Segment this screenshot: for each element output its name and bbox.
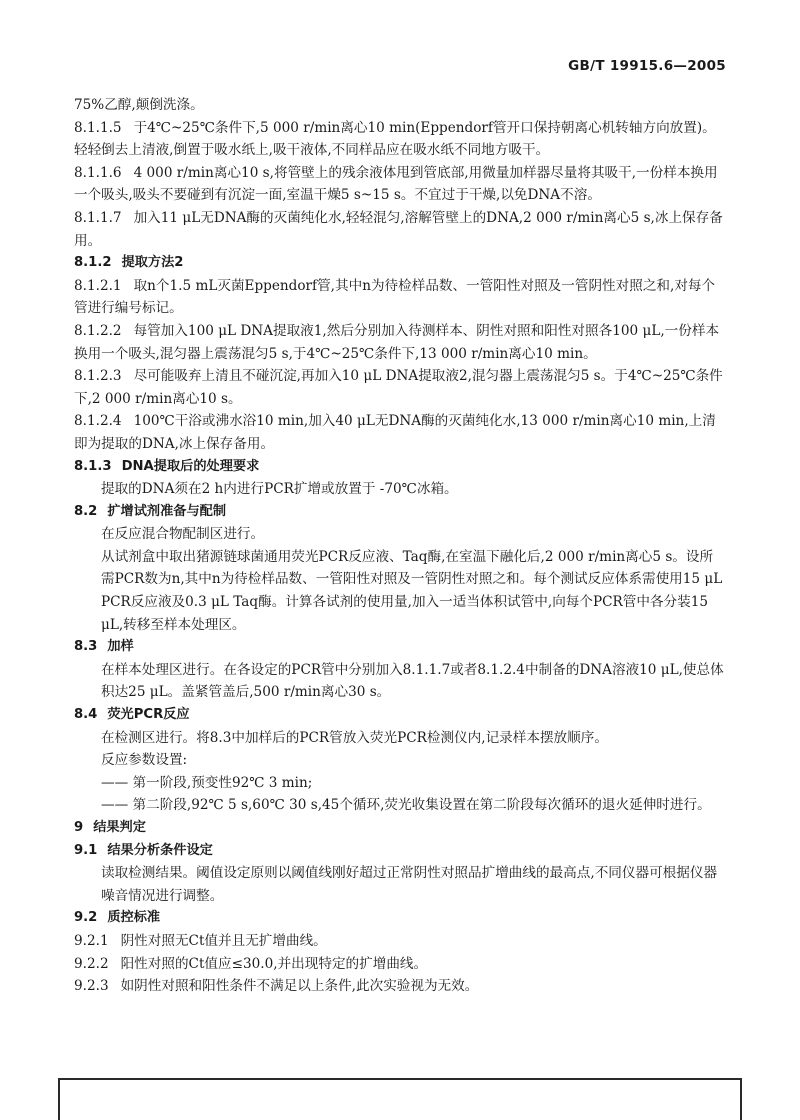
heading-9-1 xyxy=(74,840,726,863)
paragraph-continuation: 75%乙醇,颠倒洗涤。 xyxy=(74,97,204,113)
bottom-frame-border xyxy=(58,1078,742,1120)
clause-text: 尽可能吸弃上清且不碰沉淀,再加入10 μL DNA提取液2,混匀器上震荡混匀5 s。于4℃~25℃条件下,2 000 r/min离心10 s。 xyxy=(74,368,723,407)
document-body xyxy=(74,94,726,998)
heading-number: 8.2 xyxy=(74,503,98,519)
clause-9-2-2 xyxy=(74,953,726,976)
heading-number: 8.3 xyxy=(74,639,98,655)
heading-text: 结果判定 xyxy=(93,820,146,835)
clause-8-1-1-7 xyxy=(74,207,726,252)
heading-8-1-2 xyxy=(74,252,726,275)
clause-number: 8.1.2.3 xyxy=(74,368,122,385)
clause-text: 加入11 μL无DNA酶的灭菌纯化水,轻轻混匀,溶解管壁上的DNA,2 000 r/min离心5 s,冰上保存备用。 xyxy=(74,209,723,249)
paragraph: 读取检测结果。阈值设定原则以阈值线刚好超过正常阴性对照品扩增曲线的最高点,不同仪器可根据仪器噪音情况进行调整。 xyxy=(101,865,718,904)
clause-number: 8.1.1.6 xyxy=(74,164,122,181)
heading-8-4 xyxy=(74,704,726,727)
heading-text: 结果分析条件设定 xyxy=(107,842,213,858)
clause-text: 阴性对照无Ct值并且无扩增曲线。 xyxy=(120,932,327,949)
heading-number: 9 xyxy=(74,820,84,835)
clause-number: 9.2.3 xyxy=(74,978,109,995)
clause-8-1-2-3 xyxy=(74,365,726,410)
clause-number: 9.2.1 xyxy=(74,932,109,949)
clause-text: 如阴性对照和阳性条件不满足以上条件,此次实验视为无效。 xyxy=(120,978,479,995)
clause-text: 阳性对照的Ct值应≤30.0,并出现特定的扩增曲线。 xyxy=(120,955,428,972)
paragraph: 在样本处理区进行。在各设定的PCR管中分别加入8.1.1.7或者8.1.2.4中制备的DNA溶液10 μL,使总体积达25 μL。盖紧管盖后,500 r/min离心30 s。 xyxy=(101,661,724,701)
clause-8-1-2-2 xyxy=(74,320,726,365)
paragraph: 在反应混合物配制区进行。 xyxy=(101,526,265,543)
clause-text: 4 000 r/min离心10 s,将管壁上的残余液体甩到管底部,用微量加样器尽量将其吸干,一份样本换用一个吸头,吸头不要碰到有沉淀一面,室温干燥5 s~15 s。不宜过于干燥,以免DNA不溶。 xyxy=(74,164,718,204)
clause-8-1-1-6 xyxy=(74,162,726,207)
clause-number: 8.1.1.5 xyxy=(74,119,122,136)
heading-number: 9.2 xyxy=(74,910,98,926)
clause-text: 100℃干浴或沸水浴10 min,加入40 μL无DNA酶的灭菌纯化水,13 000 r/min离心10 min,上清即为提取的DNA,冰上保存备用。 xyxy=(74,413,716,452)
clause-text: 取n个1.5 mL灭菌Eppendorf管,其中n为待检样品数、一管阳性对照及一管阴性对照之和,对每个管进行编号标记。 xyxy=(74,277,716,317)
heading-text: 扩增试剂准备与配制 xyxy=(107,503,227,519)
paragraph: 反应参数设置: xyxy=(101,752,188,769)
heading-text: 荧光PCR反应 xyxy=(107,707,190,723)
heading-9-2 xyxy=(74,907,726,930)
heading-8-2 xyxy=(74,501,726,524)
clause-8-1-1-5 xyxy=(74,117,726,162)
clause-number: 8.1.2.4 xyxy=(74,413,122,430)
clause-text: 每管加入100 μL DNA提取液1,然后分别加入待测样本、阴性对照和阳性对照各100 μL,一份样本换用一个吸头,混匀器上震荡混匀5 s,于4℃~25℃条件下,13 000 r/min离心10 min。 xyxy=(74,322,720,362)
clause-text: 于4℃~25℃条件下,5 000 r/min离心10 min(Eppendorf管开口保持朝离心机转轴方向放置)。轻轻倒去上清液,倒置于吸水纸上,吸干液体,不同样品应在吸水纸不同地方吸干。 xyxy=(74,119,716,159)
clause-9-2-3 xyxy=(74,975,726,998)
clause-8-1-2-1 xyxy=(74,275,726,320)
heading-text: 提取方法2 xyxy=(121,255,184,271)
clause-number: 8.1.1.7 xyxy=(74,209,122,226)
paragraph: 提取的DNA须在2 h内进行PCR扩增或放置于 -70℃冰箱。 xyxy=(101,481,458,498)
list-item: —— 第一阶段,预变性92℃ 3 min; xyxy=(101,774,313,791)
paragraph: 在检测区进行。将8.3中加样后的PCR管放入荧光PCR检测仪内,记录样本摆放顺序。 xyxy=(101,729,608,746)
list-item: —— 第二阶段,92℃ 5 s,60℃ 30 s,45个循环,荧光收集设置在第二阶段每次循环的退火延伸时进行。 xyxy=(101,797,711,814)
standard-code: GB/T 19915.6—2005 xyxy=(568,58,726,74)
heading-text: 加样 xyxy=(107,639,134,655)
heading-text: DNA提取后的处理要求 xyxy=(121,458,260,474)
clause-9-2-1 xyxy=(74,930,726,953)
clause-8-1-2-4 xyxy=(74,410,726,455)
heading-9 xyxy=(74,817,726,840)
heading-number: 8.4 xyxy=(74,707,98,723)
heading-number: 8.1.3 xyxy=(74,458,112,474)
clause-number: 8.1.2.1 xyxy=(74,277,122,294)
clause-number: 9.2.2 xyxy=(74,955,109,972)
paragraph: 从试剂盒中取出猪源链球菌通用荧光PCR反应液、Taq酶,在室温下融化后,2 000 r/min离心5 s。设所需PCR数为n,其中n为待检样品数、一管阳性对照及一管阴性对照之和。每个测试反应体系需使用15 μL PCR反应液及0.3 μL Taq酶。计算各试剂的使用量,加入一适当体积试管中,向每个PCR管中各分装15 μL,转移至样本处理区。 xyxy=(101,548,723,633)
heading-8-1-3 xyxy=(74,456,726,479)
heading-text: 质控标准 xyxy=(107,910,161,926)
clause-number: 8.1.2.2 xyxy=(74,322,122,339)
heading-number: 8.1.2 xyxy=(74,255,112,271)
heading-8-3 xyxy=(74,636,726,659)
heading-number: 9.1 xyxy=(74,842,98,858)
